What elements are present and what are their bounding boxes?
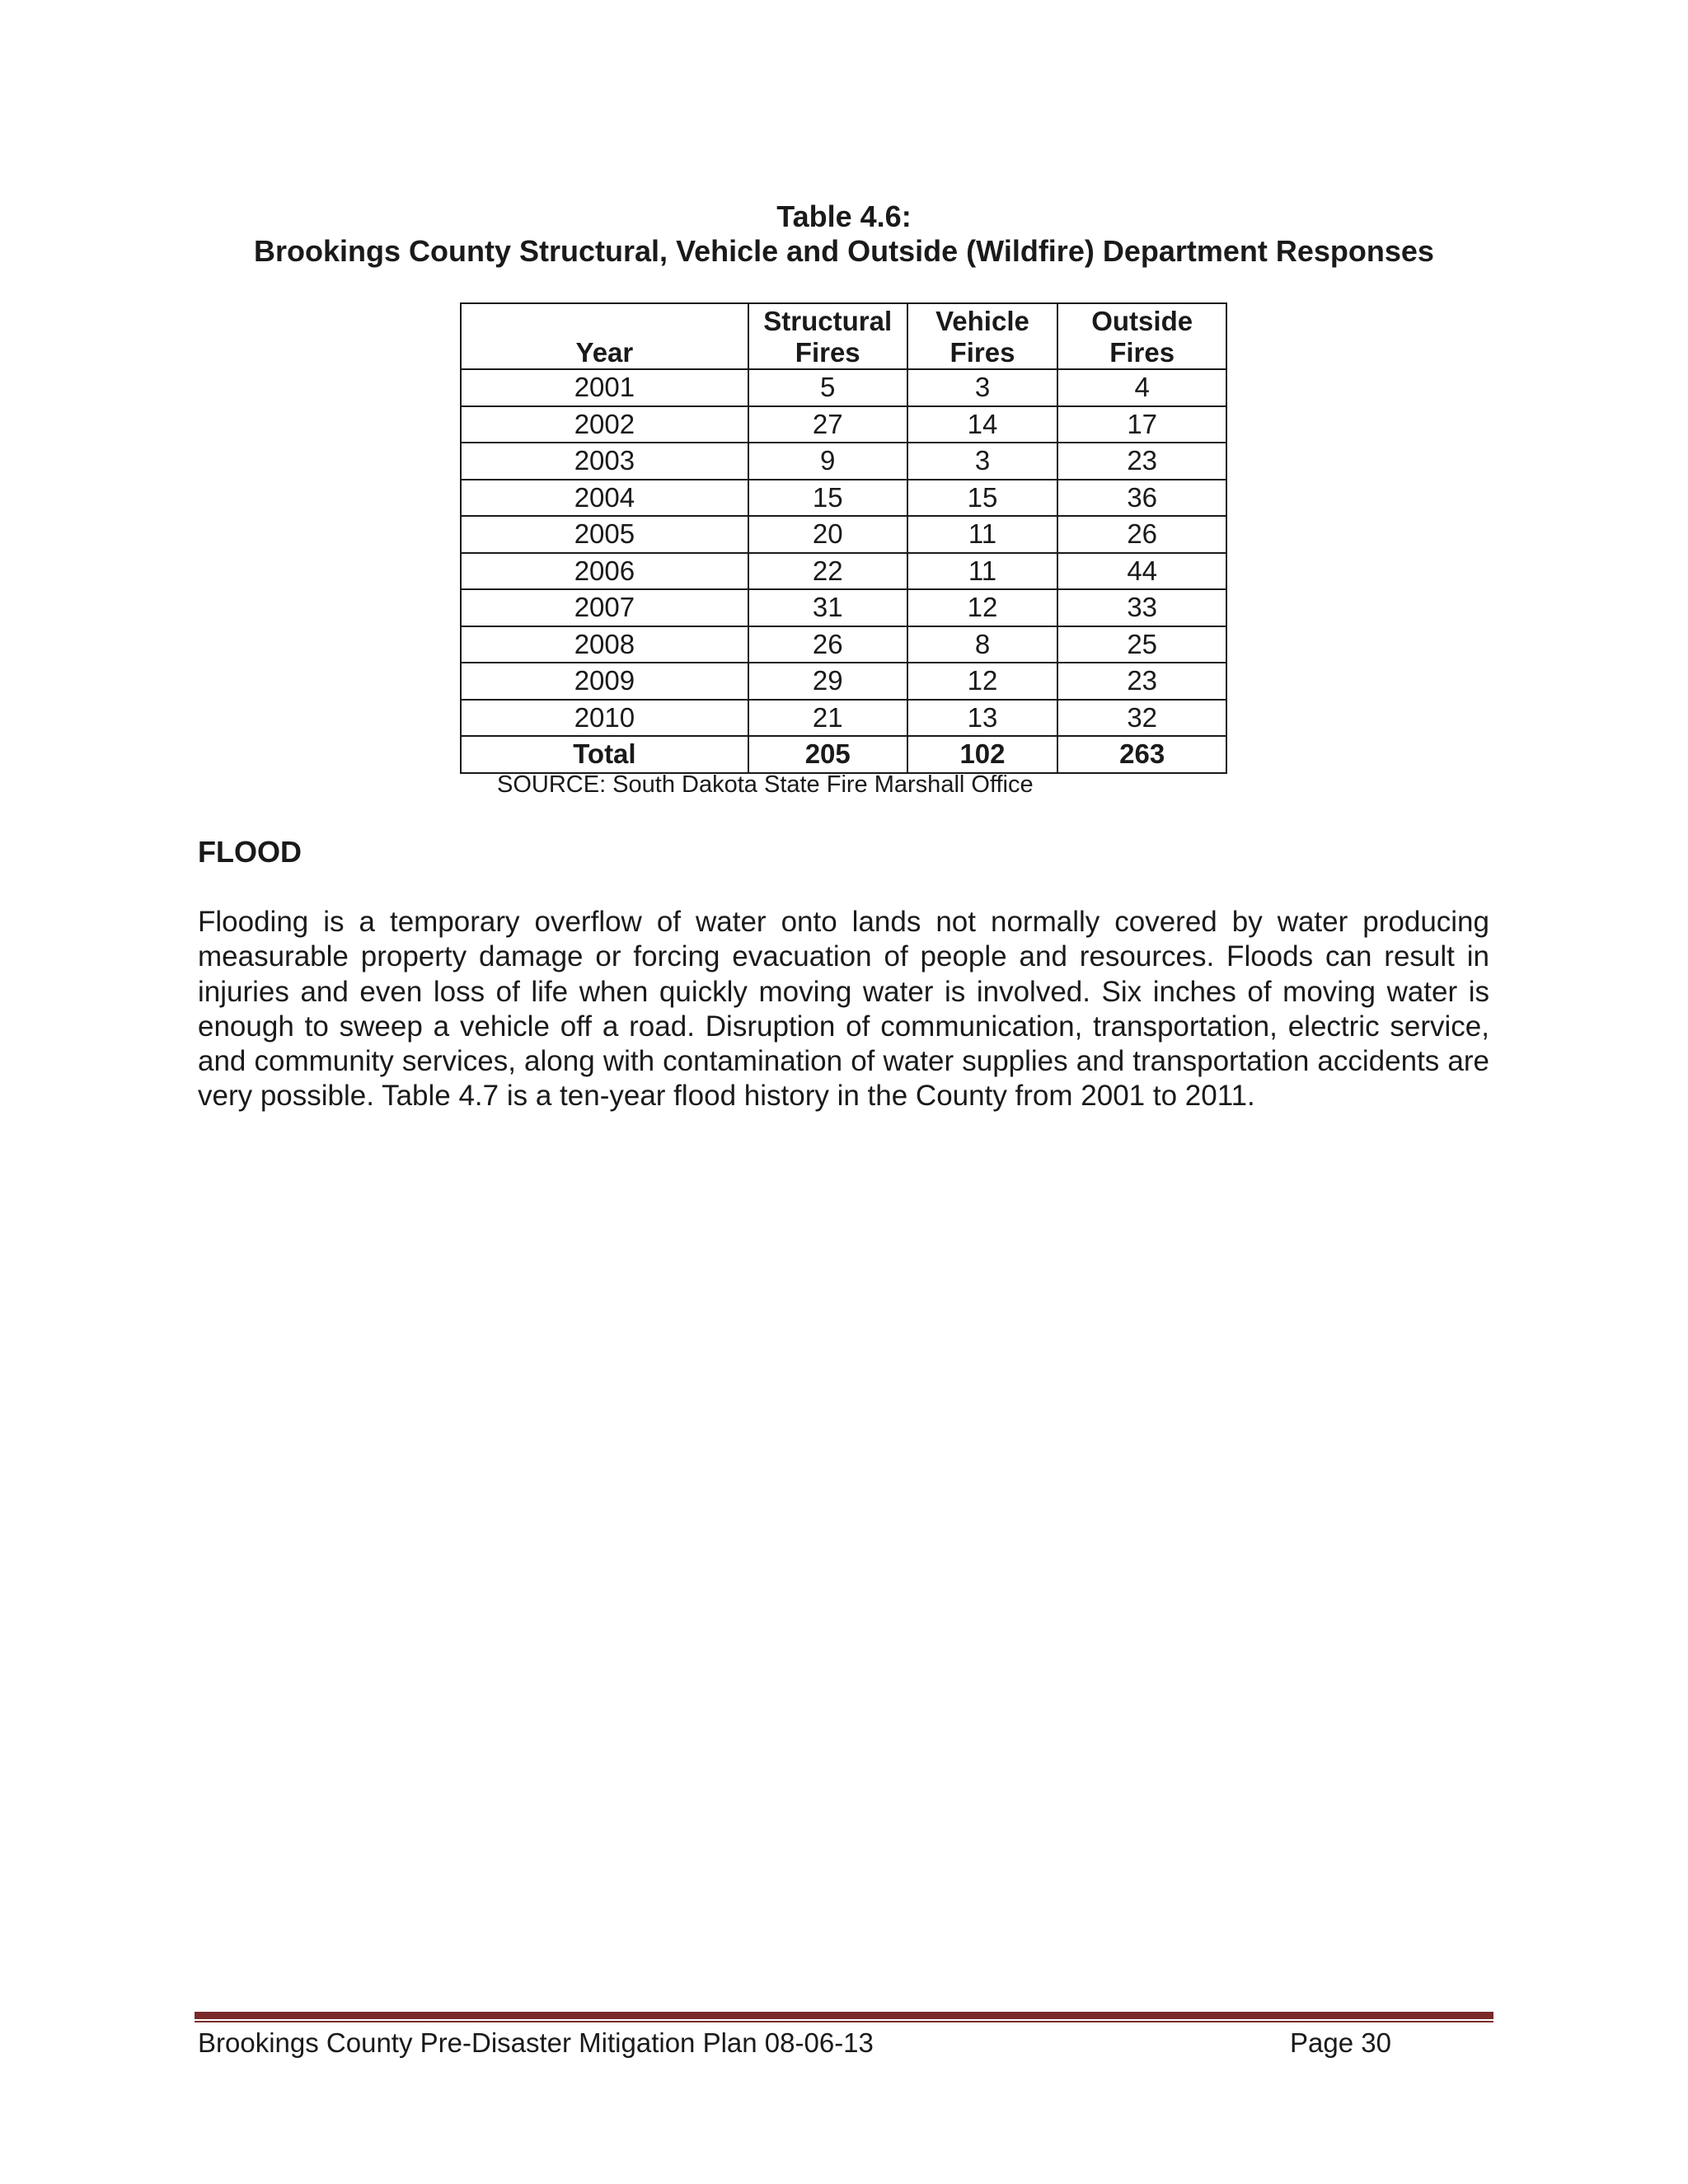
cell-year: 2003 [461, 443, 748, 480]
table-row [461, 480, 1226, 517]
cell-outside: 36 [1057, 480, 1226, 517]
cell-outside: 25 [1057, 626, 1226, 663]
cell-outside: 26 [1057, 516, 1226, 553]
table-row [461, 369, 1226, 406]
table-row [461, 443, 1226, 480]
cell-structural: 27 [748, 406, 907, 443]
cell-outside: 33 [1057, 589, 1226, 626]
cell-vehicle: 3 [907, 369, 1058, 406]
cell-vehicle: 8 [907, 626, 1058, 663]
table-row [461, 626, 1226, 663]
cell-outside: 17 [1057, 406, 1226, 443]
header-vehicle-line1: Vehicle [935, 306, 1029, 336]
table-subtitle: Brookings County Structural, Vehicle and Outside (Wildfire) Department Responses [254, 234, 1434, 268]
cell-vehicle: 14 [907, 406, 1058, 443]
cell-year: 2001 [461, 369, 748, 406]
cell-outside: 23 [1057, 443, 1226, 480]
cell-vehicle: 12 [907, 589, 1058, 626]
cell-structural: 20 [748, 516, 907, 553]
cell-year: 2009 [461, 663, 748, 700]
cell-structural: 31 [748, 589, 907, 626]
table-source-note: SOURCE: South Dakota State Fire Marshall Office [497, 771, 1034, 798]
footer-rule-thin [195, 2021, 1493, 2022]
cell-vehicle: 15 [907, 480, 1058, 517]
table-header-row [461, 303, 1226, 369]
footer-rule-thick [195, 2012, 1493, 2019]
table-row [461, 663, 1226, 700]
cell-vehicle: 3 [907, 443, 1058, 480]
cell-outside: 32 [1057, 700, 1226, 737]
table-row [461, 553, 1226, 590]
header-year [461, 303, 748, 369]
cell-year: 2006 [461, 553, 748, 590]
header-structural-line2: Fires [795, 337, 860, 368]
header-outside-line1: Outside [1091, 306, 1193, 336]
cell-total-outside: 263 [1057, 736, 1226, 773]
cell-outside: 23 [1057, 663, 1226, 700]
table-title: Table 4.6: [776, 199, 912, 233]
header-year-label: Year [575, 337, 634, 368]
cell-vehicle: 11 [907, 553, 1058, 590]
fire-responses-table [460, 302, 1227, 774]
cell-structural: 22 [748, 553, 907, 590]
cell-structural: 5 [748, 369, 907, 406]
cell-vehicle: 13 [907, 700, 1058, 737]
footer-page-number: Page 30 [1290, 2027, 1391, 2058]
cell-structural: 15 [748, 480, 907, 517]
header-structural-fires [748, 303, 907, 369]
flood-paragraph: Flooding is a temporary overflow of water onto lands not normally covered by water producing measurable property damage or forcing evacuation of people and resources. Floods can result in injuries and even loss of life when quickly moving water is involved. Six inches of moving water is enough to sweep a vehicle off a road. Disruption of communication, transportation, electric service, and community services, along with contamination of water supplies and transportation accidents are very possible. Table 4.7 is a ten-year flood history in the County from 2001 to 2011. [198, 906, 1489, 1113]
footer-document-name: Brookings County Pre-Disaster Mitigation Plan 08-06-13 [198, 2027, 874, 2058]
table-row [461, 589, 1226, 626]
cell-vehicle: 11 [907, 516, 1058, 553]
header-structural-line1: Structural [763, 306, 893, 336]
cell-structural: 26 [748, 626, 907, 663]
cell-year: 2005 [461, 516, 748, 553]
table-row [461, 700, 1226, 737]
cell-structural: 21 [748, 700, 907, 737]
cell-outside: 4 [1057, 369, 1226, 406]
cell-structural: 9 [748, 443, 907, 480]
cell-year: 2007 [461, 589, 748, 626]
cell-structural: 29 [748, 663, 907, 700]
cell-total-vehicle: 102 [907, 736, 1058, 773]
header-outside-fires [1057, 303, 1226, 369]
cell-outside: 44 [1057, 553, 1226, 590]
cell-year: 2002 [461, 406, 748, 443]
cell-year: 2004 [461, 480, 748, 517]
table-total-row [461, 736, 1226, 773]
table-row [461, 516, 1226, 553]
cell-year: 2008 [461, 626, 748, 663]
flood-heading: FLOOD [198, 835, 302, 869]
cell-total-structural: 205 [748, 736, 907, 773]
header-vehicle-line2: Fires [950, 337, 1015, 368]
header-outside-line2: Fires [1109, 337, 1175, 368]
header-vehicle-fires [907, 303, 1058, 369]
table-row [461, 406, 1226, 443]
cell-vehicle: 12 [907, 663, 1058, 700]
cell-total-label: Total [461, 736, 748, 773]
cell-year: 2010 [461, 700, 748, 737]
